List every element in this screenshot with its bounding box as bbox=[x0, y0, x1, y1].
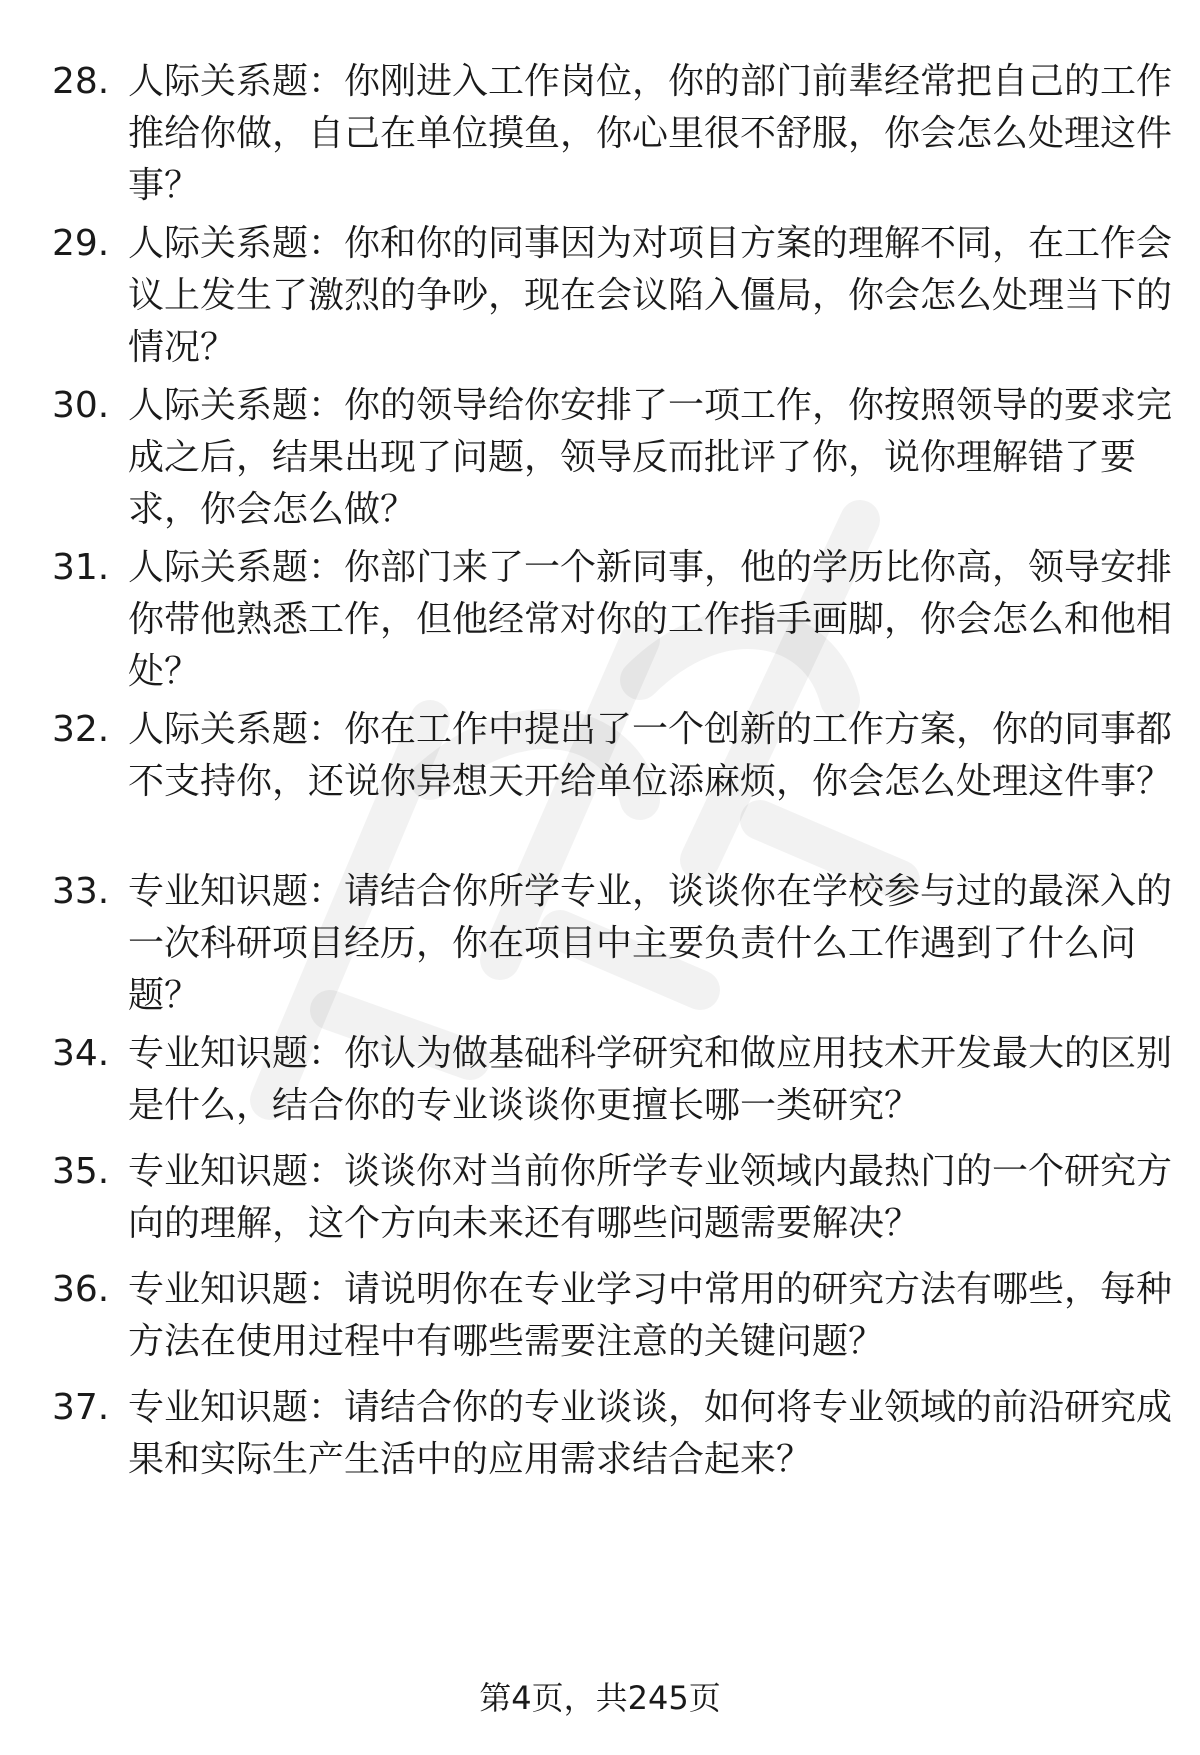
question-text: 人际关系题：你在工作中提出了一个创新的工作方案，你的同事都不支持你，还说你异想天开给单位添麻烦，你会怎么处理这件事？ bbox=[128, 709, 1173, 802]
question-text: 专业知识题：你认为做基础科学研究和做应用技术开发最大的区别是什么，结合你的专业谈谈你更擅长哪一类研究？ bbox=[128, 1033, 1173, 1126]
question-text: 专业知识题：请结合你所学专业，谈谈你在学校参与过的最深入的一次科研项目经历，你在项目中主要负责什么工作遇到了什么问题？ bbox=[128, 871, 1173, 1016]
question-text: 人际关系题：你和你的同事因为对项目方案的理解不同，在工作会议上发生了激烈的争吵，现在会议陷入僵局，你会怎么处理当下的情况？ bbox=[128, 223, 1173, 368]
question-number: 31. bbox=[52, 547, 110, 588]
question-number: 32. bbox=[52, 709, 110, 750]
question-number: 35. bbox=[52, 1151, 110, 1192]
question-number: 36. bbox=[52, 1269, 110, 1310]
question-number: 33. bbox=[52, 871, 110, 912]
question-text: 专业知识题：谈谈你对当前你所学专业领域内最热门的一个研究方向的理解，这个方向未来还有哪些问题需要解决？ bbox=[128, 1151, 1173, 1244]
question-text: 专业知识题：请说明你在专业学习中常用的研究方法有哪些，每种方法在使用过程中有哪些需要注意的关键问题？ bbox=[128, 1269, 1173, 1362]
question-text: 人际关系题：你的领导给你安排了一项工作，你按照领导的要求完成之后，结果出现了问题，领导反而批评了你，说你理解错了要求，你会怎么做？ bbox=[128, 385, 1173, 530]
question-number: 28. bbox=[52, 61, 110, 102]
question-number: 37. bbox=[52, 1387, 110, 1428]
question-text: 人际关系题：你部门来了一个新同事，他的学历比你高，领导安排你带他熟悉工作，但他经常对你的工作指手画脚，你会怎么和他相处？ bbox=[128, 547, 1173, 692]
question-text: 人际关系题：你刚进入工作岗位，你的部门前辈经常把自己的工作推给你做，自己在单位摸鱼，你心里很不舒服，你会怎么处理这件事？ bbox=[128, 61, 1173, 206]
question-number: 34. bbox=[52, 1033, 110, 1074]
question-text: 专业知识题：请结合你的专业谈谈，如何将专业领域的前沿研究成果和实际生产生活中的应用需求结合起来？ bbox=[128, 1387, 1173, 1480]
question-number: 30. bbox=[52, 385, 110, 426]
question-number: 29. bbox=[52, 223, 110, 264]
page-footer: 第4页，共245页 bbox=[479, 1679, 721, 1717]
